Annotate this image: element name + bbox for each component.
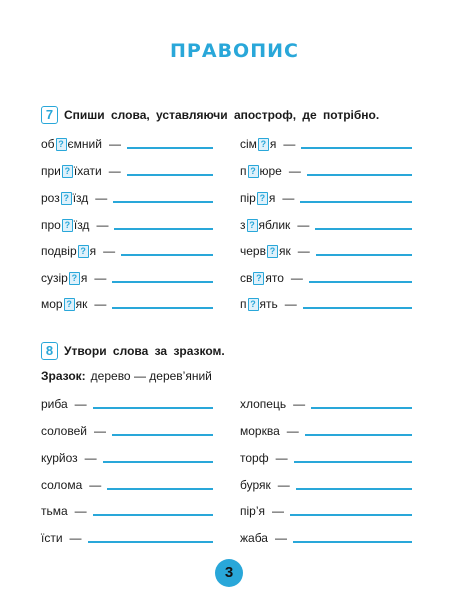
answer-line[interactable] — [113, 201, 213, 202]
apostrophe-box[interactable]: ? — [267, 245, 278, 258]
apostrophe-box[interactable]: ? — [257, 192, 268, 205]
word: буряк — [240, 478, 271, 492]
dash: — — [94, 297, 107, 311]
answer-line[interactable] — [301, 147, 412, 148]
answer-line[interactable] — [103, 461, 213, 462]
apostrophe-box[interactable]: ? — [247, 219, 258, 232]
answer-line[interactable] — [294, 461, 412, 462]
answer-line[interactable] — [114, 228, 213, 229]
dash: — — [297, 244, 310, 258]
word-start: черв — [240, 244, 266, 258]
answer-line[interactable] — [121, 254, 213, 255]
task-8-left-row — [41, 504, 213, 518]
word-start: роз — [41, 191, 60, 205]
word — [240, 164, 282, 178]
word-end: ять — [259, 297, 278, 311]
dash: — — [74, 397, 87, 411]
answer-line[interactable] — [290, 514, 412, 515]
word — [41, 297, 87, 311]
dash: — — [284, 297, 297, 311]
answer-line[interactable] — [112, 281, 213, 282]
dash: — — [94, 271, 107, 285]
dash: — — [286, 424, 299, 438]
apostrophe-box[interactable]: ? — [61, 192, 72, 205]
task-8-right-row — [240, 424, 412, 438]
word-start: сім — [240, 137, 257, 151]
task-7-left-row — [41, 218, 213, 232]
apostrophe-box[interactable]: ? — [64, 298, 75, 311]
answer-line[interactable] — [315, 228, 412, 229]
example-label: Зразок: — [41, 369, 86, 383]
word: жаба — [240, 531, 268, 545]
word-start: мор — [41, 297, 63, 311]
example-text: дерево — дерев’яний — [90, 369, 212, 383]
word-start: про — [41, 218, 61, 232]
word-end: як — [75, 297, 88, 311]
dash: — — [290, 271, 303, 285]
word: солома — [41, 478, 83, 492]
answer-line[interactable] — [296, 488, 412, 489]
word-end: я — [269, 137, 277, 151]
answer-line[interactable] — [93, 407, 213, 408]
word-start: об — [41, 137, 55, 151]
word — [240, 297, 278, 311]
task-7-right-row — [240, 297, 412, 311]
task-8-right-row — [240, 478, 412, 492]
word-start: з — [240, 218, 246, 232]
word-start: сузір — [41, 271, 68, 285]
word-start: п — [240, 164, 247, 178]
word: курйоз — [41, 451, 78, 465]
task-7-left-row — [41, 244, 213, 258]
apostrophe-box[interactable]: ? — [248, 165, 259, 178]
word — [240, 137, 276, 151]
task-8-header — [41, 342, 225, 360]
dash: — — [274, 531, 287, 545]
answer-line[interactable] — [127, 174, 213, 175]
dash: — — [84, 451, 97, 465]
dash: — — [95, 191, 108, 205]
word-end: яблик — [258, 218, 291, 232]
word-start: подвір — [41, 244, 77, 258]
task-8-right-row — [240, 451, 412, 465]
word — [41, 137, 102, 151]
task-7-right-row — [240, 218, 412, 232]
dash: — — [272, 504, 285, 518]
task-8-right-row — [240, 504, 412, 518]
word — [240, 271, 284, 285]
dash: — — [96, 218, 109, 232]
answer-line[interactable] — [88, 541, 213, 542]
apostrophe-box[interactable]: ? — [78, 245, 89, 258]
word: торф — [240, 451, 269, 465]
task-7-left-row — [41, 271, 213, 285]
dash: — — [89, 478, 102, 492]
word: риба — [41, 397, 68, 411]
apostrophe-box[interactable]: ? — [56, 138, 67, 151]
task-8-instruction: Утвори слова за зразком. — [64, 344, 225, 358]
dash: — — [297, 218, 310, 232]
word-end: я — [89, 244, 97, 258]
answer-line[interactable] — [293, 541, 412, 542]
apostrophe-box[interactable]: ? — [69, 272, 80, 285]
dash: — — [275, 451, 288, 465]
task-7-left-row — [41, 137, 213, 151]
answer-line[interactable] — [93, 514, 213, 515]
dash: — — [108, 164, 121, 178]
answer-line[interactable] — [127, 147, 213, 148]
task-8-right-row — [240, 531, 412, 545]
word: морква — [240, 424, 280, 438]
word-start: п — [240, 297, 247, 311]
task-7-number: 7 — [41, 106, 58, 124]
word — [240, 244, 291, 258]
dash: — — [293, 397, 306, 411]
dash: — — [93, 424, 106, 438]
word-end: я — [80, 271, 88, 285]
answer-line[interactable] — [309, 281, 412, 282]
dash: — — [69, 531, 82, 545]
page-title: ПРАВОПИС — [170, 40, 299, 62]
answer-line[interactable] — [311, 407, 412, 408]
task-7-right-row — [240, 164, 412, 178]
dash: — — [283, 137, 296, 151]
apostrophe-box[interactable]: ? — [62, 219, 73, 232]
task-8-right-row — [240, 397, 412, 411]
word-end: ємний — [67, 137, 102, 151]
word-end: їзд — [72, 191, 89, 205]
word-start: при — [41, 164, 61, 178]
word — [41, 244, 96, 258]
dash: — — [74, 504, 87, 518]
task-7-right-row — [240, 191, 412, 205]
word — [240, 191, 275, 205]
task-8-number: 8 — [41, 342, 58, 360]
task-8-example — [41, 369, 212, 383]
answer-line[interactable] — [307, 174, 412, 175]
task-8-left-row — [41, 531, 213, 545]
task-7-right-row — [240, 271, 412, 285]
answer-line[interactable] — [300, 201, 412, 202]
apostrophe-box[interactable]: ? — [62, 165, 73, 178]
task-7-header — [41, 106, 379, 124]
word — [41, 218, 89, 232]
answer-line[interactable] — [112, 434, 213, 435]
word: соловей — [41, 424, 87, 438]
dash: — — [103, 244, 116, 258]
answer-line[interactable] — [316, 254, 412, 255]
word — [41, 271, 87, 285]
word: пір’я — [240, 504, 266, 518]
task-8-left-row — [41, 397, 213, 411]
page-number: 3 — [215, 559, 243, 587]
word-end: як — [278, 244, 291, 258]
word-end: ято — [265, 271, 284, 285]
task-7-left-row — [41, 164, 213, 178]
word-end: їхати — [73, 164, 102, 178]
dash: — — [108, 137, 121, 151]
task-7-instruction: Спиши слова, уставляючи апостроф, де потрібно. — [64, 108, 380, 122]
word: тьма — [41, 504, 68, 518]
dash: — — [277, 478, 290, 492]
word-start: пір — [240, 191, 256, 205]
dash: — — [288, 164, 301, 178]
answer-line[interactable] — [303, 307, 412, 308]
word-start: св — [240, 271, 253, 285]
word: їсти — [41, 531, 63, 545]
word: хлопець — [240, 397, 287, 411]
apostrophe-box[interactable]: ? — [258, 138, 269, 151]
task-7-left-row — [41, 297, 213, 311]
task-8-left-row — [41, 451, 213, 465]
word-end: юре — [259, 164, 282, 178]
apostrophe-box[interactable]: ? — [248, 298, 259, 311]
word-end: їзд — [73, 218, 90, 232]
dash: — — [282, 191, 295, 205]
task-8-left-row — [41, 478, 213, 492]
task-7-left-row — [41, 191, 213, 205]
answer-line[interactable] — [305, 434, 412, 435]
answer-line[interactable] — [112, 307, 213, 308]
word-end: я — [268, 191, 276, 205]
word — [41, 191, 88, 205]
answer-line[interactable] — [107, 488, 213, 489]
apostrophe-box[interactable]: ? — [253, 272, 264, 285]
task-8-left-row — [41, 424, 213, 438]
word — [41, 164, 102, 178]
word — [240, 218, 290, 232]
task-7-right-row — [240, 244, 412, 258]
task-7-right-row — [240, 137, 412, 151]
